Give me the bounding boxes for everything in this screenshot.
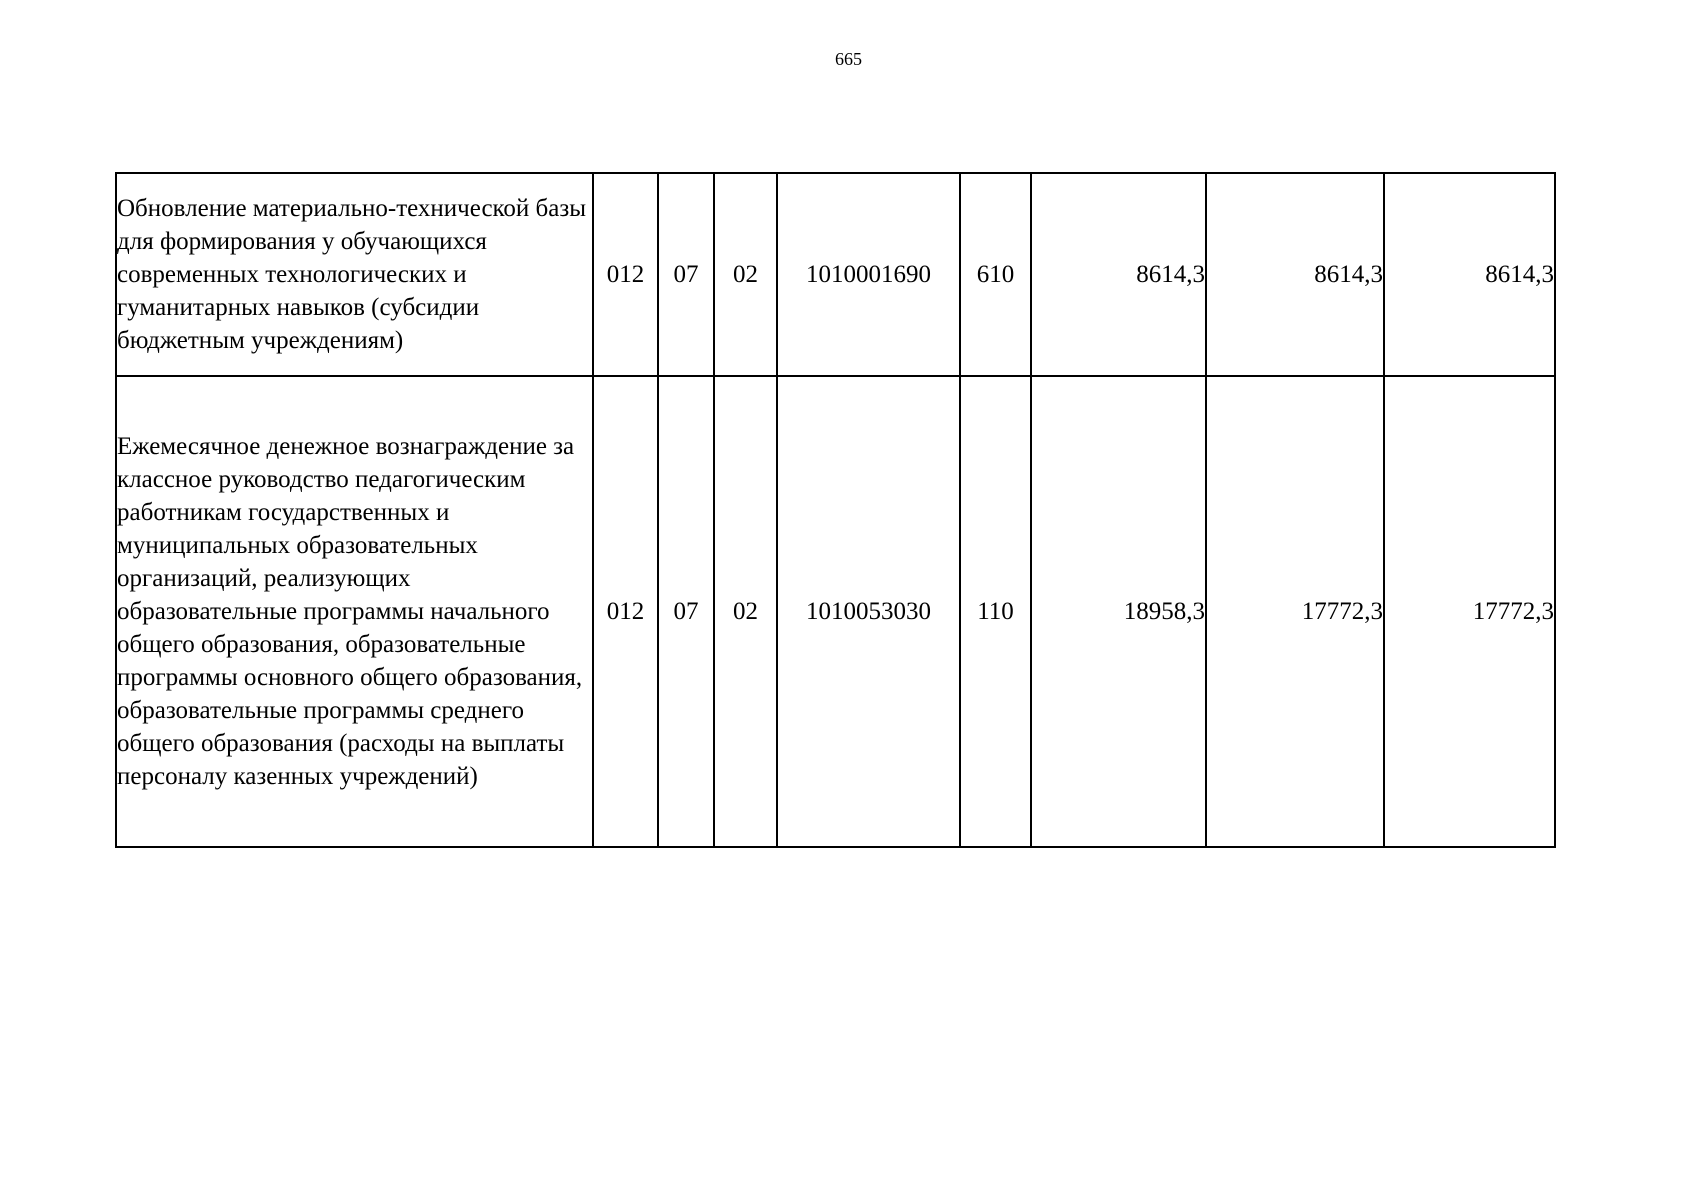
amount-1-cell: 8614,3 xyxy=(1031,173,1206,376)
amount-1-cell: 18958,3 xyxy=(1031,376,1206,847)
table-row xyxy=(116,376,1555,847)
subsection-code-cell: 02 xyxy=(714,376,777,847)
ministry-code-cell: 012 xyxy=(593,376,658,847)
ministry-code-cell: 012 xyxy=(593,173,658,376)
description-cell: Обновление материально-технической базы для формирования у обучающихся современных технологических и гуманитарных навыков (субсидии бюджетным учреждениям) xyxy=(116,173,593,376)
amount-3-cell: 8614,3 xyxy=(1384,173,1555,376)
amount-3-cell: 17772,3 xyxy=(1384,376,1555,847)
amount-2-cell: 8614,3 xyxy=(1206,173,1384,376)
page-number: 665 xyxy=(835,49,862,69)
section-code-cell: 07 xyxy=(658,173,714,376)
amount-2-cell: 17772,3 xyxy=(1206,376,1384,847)
expense-type-cell: 610 xyxy=(960,173,1031,376)
expense-type-cell: 110 xyxy=(960,376,1031,847)
target-article-cell: 1010053030 xyxy=(777,376,960,847)
budget-table xyxy=(115,172,1556,848)
table-row xyxy=(116,173,1555,376)
subsection-code-cell: 02 xyxy=(714,173,777,376)
target-article-cell: 1010001690 xyxy=(777,173,960,376)
section-code-cell: 07 xyxy=(658,376,714,847)
description-cell: Ежемесячное денежное вознаграждение за классное руководство педагогическим работникам государственных и муниципальных образовательных организаций, реализующих образовательные программы начального общего образования, образовательные программы основного общего образования, образовательные программы среднего общего образования (расходы на выплаты персоналу казенных учреждений) xyxy=(116,376,593,847)
